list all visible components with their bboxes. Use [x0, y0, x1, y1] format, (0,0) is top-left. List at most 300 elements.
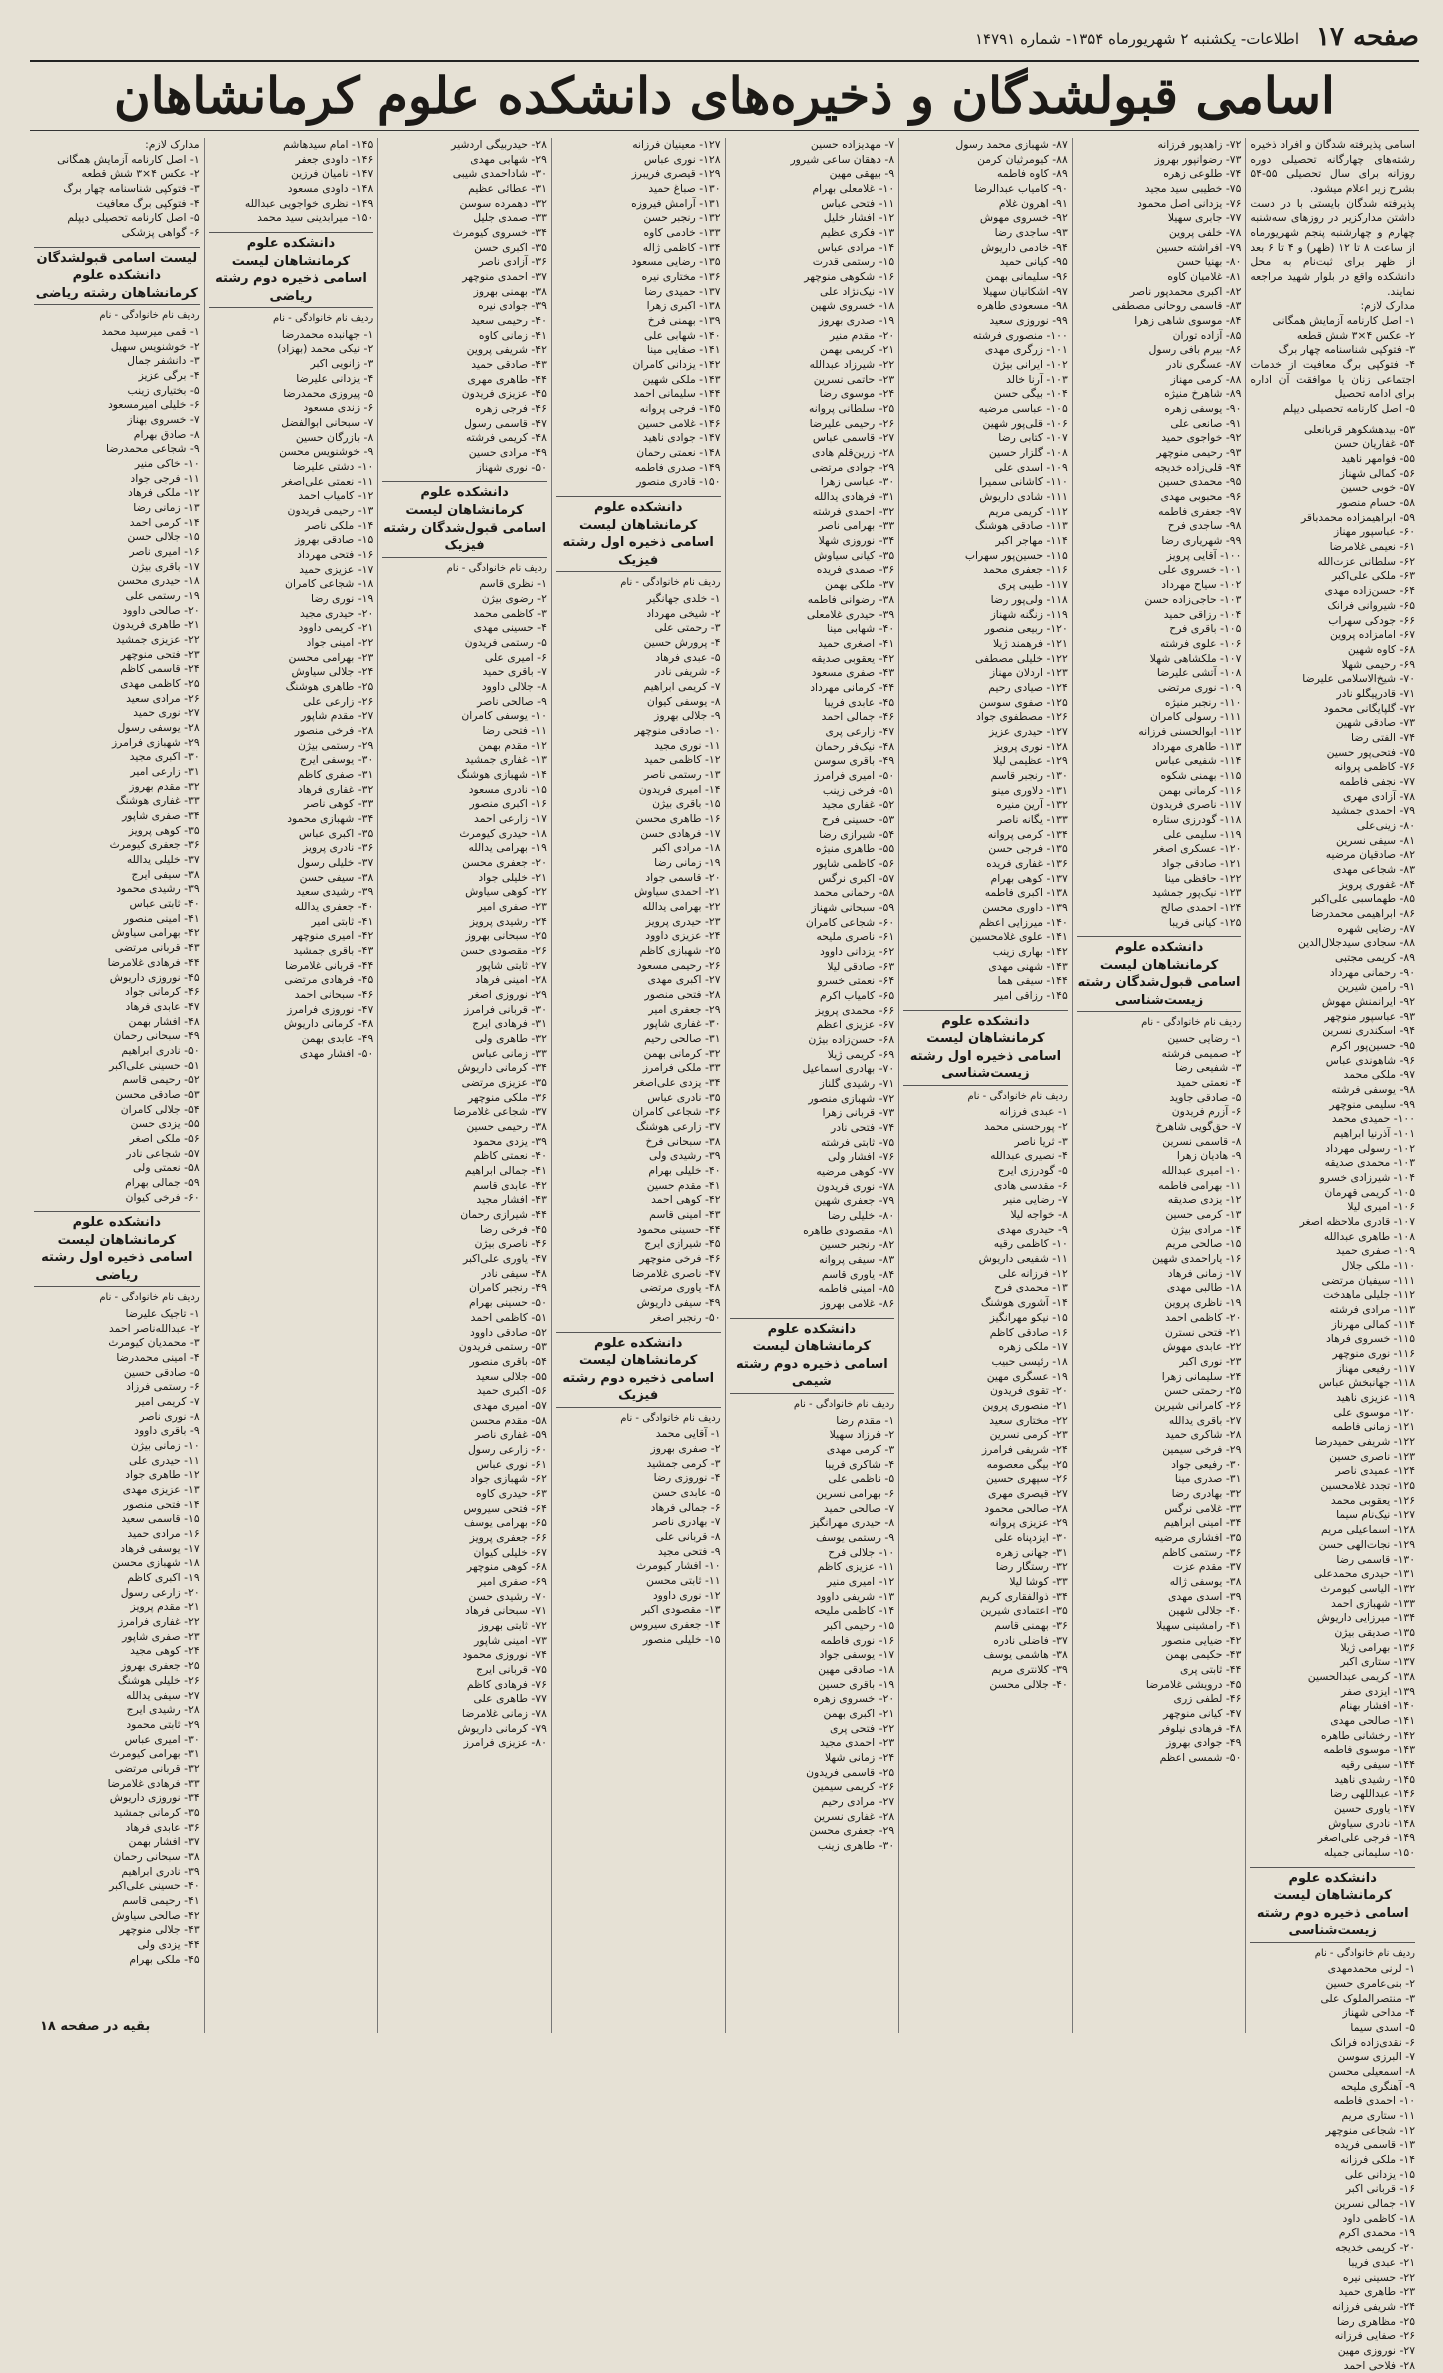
- list-item: ۲۱- منصوری پروین: [982, 1398, 1068, 1412]
- list-item: ۹۴- قلی‌زاده خدیجه: [1154, 460, 1242, 474]
- list-item: ۵۳- رستمی فریدون: [458, 1340, 547, 1354]
- list-item: ۴۴- قربانی غلامرضا: [285, 958, 374, 972]
- list-item: ۴۹- سیفی داریوش: [636, 1296, 721, 1310]
- list-item: ۷- صالحی حمید: [823, 1501, 895, 1515]
- list-item: ۱۴۵- رزاقی امیر: [993, 988, 1068, 1002]
- list-item: ۲۲- مختاری سعید: [989, 1413, 1068, 1427]
- list-item: ۱۰۴- شیرزادی خسرو: [1319, 1171, 1415, 1185]
- list-item: ۸۵- طهماسبی علی‌اکبر: [1311, 892, 1415, 906]
- list-item: ۹۰- کامیاب عبدالرضا: [974, 182, 1068, 196]
- list-item: ۱۳- غفاری جمشید: [464, 753, 547, 767]
- list-item: ۲۲- امینی جواد: [306, 635, 374, 649]
- list-item: ۸- اسمعیلی محسن: [1328, 2065, 1415, 2079]
- list-item: ۱۶- یاراحمدی شهین: [1151, 1252, 1242, 1266]
- list-item: ۹۹- نوروزی سعید: [989, 314, 1068, 328]
- list-item: ۲۰- کاظمی احمد: [1165, 1310, 1242, 1324]
- list-item: ۱۳- کرمی حسین: [1165, 1208, 1242, 1222]
- list-item: ۶۳- صادقی لیلا: [827, 959, 895, 973]
- list-item: ۱۸- کاظمی داود: [1342, 2211, 1415, 2225]
- list-item: ۱۰۱- آذرنیا ابراهیم: [1333, 1127, 1415, 1141]
- list-item: ۱۴۴- سیفی رقیه: [1340, 1757, 1415, 1771]
- list-item: ۱۴۰- میرزایی اعظم: [978, 915, 1068, 929]
- list-item: ۴۰- حسینی علی‌اکبر: [109, 1879, 200, 1893]
- list-item: ۴۲- شریفی پروین: [466, 343, 547, 357]
- list-item: ۴- نوروزی رضا: [653, 1471, 721, 1485]
- list-item: ۱۰۳- آرنا خالد: [1006, 372, 1068, 386]
- continuation-note: بقیه در صفحه ۱۸: [40, 2019, 151, 2034]
- list-item: ۶- مقدسی هادی: [993, 1178, 1068, 1192]
- list-item: ۱۳- رحیمی فریدون: [287, 503, 374, 517]
- list-item: ۱۵- یزدانی علی: [1344, 2167, 1415, 2181]
- list-item: ۱۴۸- نعمتی رحمان: [636, 446, 721, 460]
- list-item: ۲۰- کریمی خدیجه: [1335, 2241, 1415, 2255]
- list-item: ۲۸- فلاحی احمد: [1343, 2358, 1415, 2372]
- page-number: صفحه ۱۷: [1316, 22, 1419, 52]
- list-item: ۷۴- الفتی رضا: [1350, 730, 1415, 744]
- list-item: ۲۳- فتحی منوچهر: [120, 647, 200, 661]
- list-item: ۱۲۹- قیصری فریبرز: [631, 167, 721, 181]
- list-item: ۲۲- کوهی سیاوش: [465, 885, 547, 899]
- list-item: ۳- ثریا ناصر: [1014, 1134, 1068, 1148]
- list-item: ۱۱۳- طاهری مهرداد: [1151, 739, 1242, 753]
- list-item: ۱۰۳- حاجی‌زاده حسن: [1144, 592, 1242, 606]
- list-item: ۱۴۱- صفایی مینا: [646, 343, 721, 357]
- list-item: ۳۰- رفیعی جواد: [1171, 1457, 1242, 1471]
- list-item: ۱۲۴- صیادی رحیم: [988, 680, 1068, 694]
- list-item: ۳۷- فاضلی نادره: [993, 1633, 1068, 1647]
- list-item: ۲۶- زارعی علی: [302, 694, 374, 708]
- list-item: ۵۸- نعمتی ولی: [133, 1161, 200, 1175]
- list-item: ۲۴- عزیزی داوود: [645, 929, 721, 943]
- list-item: ۱۲۲- خلیلی مصطفی: [975, 651, 1068, 665]
- list-item: ۵۸- حسام منصور: [1337, 496, 1415, 510]
- list-item: ۷- کریمی امیر: [135, 1395, 200, 1409]
- list-item: ۱۲۱- زمانی فاطمه: [1331, 1420, 1415, 1434]
- list-item: ۷۱- سبحانی فرهاد: [465, 1604, 547, 1618]
- list-item: ۱۸- رئیسی حبیب: [991, 1354, 1068, 1368]
- list-item: ۱۱۸- جهانبخش عباس: [1318, 1376, 1415, 1390]
- list-item: ۱۰۰- حمیدی محمد: [1331, 1112, 1415, 1126]
- list-item: ۳۵- کیانی سیاوش: [814, 548, 895, 562]
- list-item: ۵۴- باقری منصور: [469, 1354, 547, 1368]
- masthead: [30, 20, 1419, 62]
- list-item: ۹۶- سلیمانی بهمن: [985, 270, 1068, 284]
- list-item: ۲۹- جعفری محسن: [809, 1824, 895, 1838]
- list-item: ۳۵- کوهی پرویز: [128, 823, 200, 837]
- list-item: ۳- رحمتی علی: [654, 621, 721, 635]
- list-item: ۲- شیخی مهرداد: [646, 606, 721, 620]
- list-item: ۱۱۱- شادی داریوش: [979, 490, 1068, 504]
- list-item: ۱۲- مقدم بهمن: [478, 738, 547, 752]
- list-item: ۶- خلیلی امیرمسعود: [107, 398, 200, 412]
- list-item: ۸- قربانی علی: [655, 1529, 721, 1543]
- list-item: ۶۹- رحیمی شهلا: [1341, 657, 1415, 671]
- intro-paragraph: ۲- عکس ۴×۳ شش قطعه: [1296, 328, 1415, 342]
- list-item: ۸- بازرگان حسین: [295, 430, 374, 444]
- list-item: ۶۳- ملکی علی‌اکبر: [1331, 569, 1415, 583]
- list-item: ۱۰۷- ملکشاهی شهلا: [1149, 651, 1242, 665]
- list-item: ۲۶- مرادی سعید: [126, 691, 200, 705]
- column-8: [30, 138, 204, 2033]
- list-item: ۷۶- یزدانی اصل محمود: [1137, 196, 1242, 210]
- list-item: ۴۹- جوادی بهروز: [1166, 1736, 1242, 1750]
- list-item: ۵۴- شیرازی رضا: [819, 827, 895, 841]
- list-item: ۶۶- جعفری پرویز: [469, 1530, 547, 1544]
- list-item: ۲۵- سبحانی بهروز: [465, 929, 547, 943]
- intro-paragraph: پذیرفته شدگان بایستی با در دست داشتن مدارکزیر در روزهای سه‌شنبه چهارم و چهارشنبه پنجم شهریورماه از ساعت ۸ تا ۱۲ (ظهر) و ۴ تا ۶ بعد از ظهر برای ثبت‌نام به محل دانشکده واقع در بلوار شهید مراجعه نمایند.: [1250, 196, 1415, 298]
- list-item: ۱۳۲- رنجبر حسن: [643, 211, 721, 225]
- list-item: ۳۴- یزدی علی‌اصغر: [633, 1076, 721, 1090]
- list-item: ۴۴- طاهری مهری: [467, 372, 547, 386]
- list-item: ۴۶- ناصری بیژن: [474, 1237, 547, 1251]
- list-item: ۱۰- یوسفی کامران: [461, 709, 547, 723]
- list-item: ۷۴- فتحی نادر: [831, 1121, 895, 1135]
- list-item: ۱۸- صادقی مهین: [818, 1662, 895, 1676]
- list-item: ۴۷- ناصری غلامرضا: [631, 1266, 721, 1280]
- list-item: ۳۵- افشاری مرضیه: [1154, 1530, 1242, 1544]
- list-item: ۵۵- طاهری منیژه: [815, 842, 895, 856]
- list-item: ۱۱۲- ابوالحسنی فرزانه: [1138, 724, 1242, 738]
- list-header: ردیف نام خانوادگی - نام: [446, 562, 547, 574]
- list-item: ۹۷- اشکانیان سهیلا: [982, 284, 1068, 298]
- list-item: ۷۵- فتحی‌پور حسین: [1326, 745, 1415, 759]
- list-item: ۱۱- نعمتی علی‌اصغر: [281, 474, 374, 488]
- list-header: ردیف نام خانوادگی - نام: [99, 310, 200, 322]
- list-item: ۲۲- فتحی پری: [829, 1721, 895, 1735]
- list-item: ۱۳۱- دلاوری مینو: [991, 783, 1068, 797]
- list-item: ۱۳۱- حیدری محمدعلی: [1313, 1567, 1415, 1581]
- list-item: ۱۱- عزیزی کاظم: [817, 1560, 895, 1574]
- list-item: ۲۷- نوروزی مهین: [1337, 2343, 1415, 2357]
- list-item: ۲- نیکی محمد (بهزاد): [277, 342, 374, 356]
- list-item: ۳۰- قربانی فرامرز: [464, 1002, 547, 1016]
- list-item: ۱۰۰- منصوری فرشته: [972, 328, 1068, 342]
- list-item: ۱۰۴- رزاقی حمید: [1163, 607, 1242, 621]
- list-item: ۲۴- سلیمانی زهرا: [1161, 1369, 1242, 1383]
- list-item: ۶۳- حیدری کاوه: [475, 1486, 547, 1500]
- intro-paragraph: ۳- فتوکپی شناسنامه چهار برگ: [1278, 343, 1415, 357]
- list-item: ۴۸- نیک‌فر رحمان: [815, 739, 895, 753]
- list-item: ۱۳۵- فرجی حسن: [988, 842, 1068, 856]
- list-item: ۷۱- رشیدی گلناز: [819, 1077, 895, 1090]
- list-item: ۱- تاجیک علیرضا: [125, 1307, 200, 1321]
- list-item: ۲۸- شاکری حمید: [1165, 1428, 1242, 1442]
- list-item: ۳۴- نوروزی داریوش: [109, 1791, 200, 1805]
- list-item: ۲- صفری بهروز: [650, 1441, 721, 1455]
- list-item: ۲۹- شهبازی فرامرز: [111, 735, 200, 749]
- list-item: ۸۰- زینی‌علی: [1356, 818, 1415, 832]
- list-item: ۱۴۵- رشیدی ناهید: [1334, 1772, 1415, 1786]
- list-item: ۲۹- رستمی بیژن: [297, 738, 374, 752]
- list-item: ۱۳۹- ایزدی صفر: [1341, 1684, 1415, 1698]
- list-item: ۱۱۷- ناصری فریدون: [1150, 798, 1242, 812]
- list-item: مدارک لازم:: [145, 138, 200, 151]
- list-item: ۳۳- غلامی نرگس: [1164, 1501, 1242, 1515]
- list-item: ۱۳۳- شهبازی احمد: [1331, 1596, 1415, 1610]
- intro-paragraph: اسامی پذیرفته شدگان و افراد ذخیره رشته‌های چهارگانه تحصیلی دوره روزانه برای سال تحصیلی ۵۵-۵۴ بشرح زیر اعلام میشود.: [1250, 138, 1415, 196]
- list-item: ۱۱۷- رفیعی مهناز: [1336, 1361, 1415, 1375]
- list-header: ردیف نام خانوادگی - نام: [1141, 1017, 1242, 1029]
- list-item: ۱۲۸- نوری پرویز: [994, 739, 1068, 753]
- list-item: ۱۱۰- ملکی جلال: [1341, 1259, 1415, 1273]
- list-item: ۱۰۸- گلزار حسین: [988, 446, 1068, 460]
- list-item: ۴۳- قربانی مرتضی: [114, 941, 200, 955]
- list-item: ۴- برگی عزیز: [138, 368, 200, 382]
- list-item: ۴۳- صادقی حمید: [471, 358, 547, 372]
- list-item: ۸۲- اکبری محمدپور ناصر: [1129, 284, 1242, 298]
- list-item: ۴۳- امینی قاسم: [649, 1208, 721, 1222]
- list-item: ۳۸- یوسفی ژاله: [1169, 1574, 1242, 1588]
- list-item: ۳۹- یزدی محمود: [472, 1134, 547, 1148]
- list-item: ۲۰- جعفری محسن: [462, 856, 547, 869]
- list-item: ۴۰- جلالی شهین: [1168, 1604, 1242, 1618]
- list-item: ۶- زندی مسعود: [303, 401, 374, 415]
- list-item: ۱۰- دشتی علیرضا: [293, 459, 374, 473]
- list-item: ۸۲- صادقیان مرضیه: [1325, 848, 1415, 862]
- list-item: ۱۲- ملکی فرهاد: [128, 486, 200, 500]
- list-item: ۳۰- طاهری زینب: [817, 1839, 895, 1853]
- list-item: ۳۸- رحیمی حسین: [466, 1120, 547, 1134]
- list-item: ۹۷- جعفری فاطمه: [1158, 504, 1242, 518]
- list-item: ۴۳- باقری جمشید: [293, 944, 374, 958]
- list-item: ۶۶- جودکی سهراب: [1328, 613, 1415, 627]
- list-item: ۶۷- خلیلی کیوان: [473, 1545, 547, 1559]
- list-item: ۱- عبدی فرزانه: [999, 1105, 1068, 1119]
- list-item: ۶۴- نعمتی خسرو: [817, 974, 895, 988]
- list-item: ۱۱- بهرامی فاطمه: [1158, 1178, 1242, 1192]
- list-item: ۲- پورحسنی محمد: [984, 1120, 1068, 1134]
- list-item: ۱۱۹- سلیمی علی: [1163, 827, 1242, 841]
- list-item: ۲۳- احمدی مجید: [820, 1736, 895, 1750]
- list-item: ۱۴۳- موسوی فاطمه: [1323, 1743, 1415, 1757]
- list-item: ۵۰- افشار مهدی: [299, 1046, 374, 1060]
- list-item: ۳۲- کرمانی بهمن: [643, 1046, 721, 1060]
- list-item: ۱۰- امیری عبدالله: [1161, 1164, 1242, 1178]
- list-item: ۵۷- شجاعی نادر: [126, 1146, 200, 1160]
- list-item: ۳۲- غفاری فرهاد: [297, 782, 374, 796]
- list-item: ۱۳۰- صباغ حمید: [648, 182, 721, 196]
- list-item: ۲۷- قاسمی عباس: [812, 431, 895, 445]
- list-header: ردیف نام خانوادگی - نام: [793, 1398, 895, 1410]
- list-item: ۱۱- فرجی جواد: [130, 471, 200, 485]
- list-item: ۱۰- جلالی فرح: [828, 1545, 895, 1559]
- list-item: ۱۴۶- غلامی حسین: [637, 416, 721, 430]
- list-item: ۲۸- رشیدی ایرج: [126, 1703, 200, 1717]
- list-item: ۷- رضایی منیر: [1003, 1193, 1068, 1207]
- list-item: ۵- صادقی جاوید: [1169, 1090, 1242, 1104]
- list-item: ۲۶- کامرانی شیرین: [1154, 1398, 1242, 1412]
- list-item: ۹- حیدری مهدی: [997, 1222, 1068, 1236]
- list-item: ۱۵- صالحی مریم: [1165, 1237, 1242, 1251]
- list-item: ۶- شریفی نادر: [655, 665, 721, 679]
- list-item: ۶۴- حسن‌زاده مهدی: [1324, 584, 1415, 598]
- list-item: ۳۲- دهمرده سوسن: [459, 196, 547, 210]
- list-item: ۱۲- فرزانه علی: [998, 1266, 1068, 1280]
- list-item: ۲۱- احمدی سیاوش: [634, 885, 721, 899]
- list-item: ۷۳- قربانی زهرا: [822, 1106, 895, 1120]
- list-item: ۶۸- حسن‌زاده بیژن: [808, 1032, 895, 1046]
- list-item: ۴۸- کرمانی داریوش: [283, 1017, 374, 1031]
- list-item: ۱۵- رحیمی اکبر: [824, 1618, 895, 1632]
- list-item: ۱۰۶- علوی فرشته: [1159, 636, 1242, 650]
- list-item: ۲۹- فرخی سیمین: [1162, 1442, 1242, 1456]
- list-item: ۲۶- سپهری حسین: [985, 1472, 1068, 1486]
- list-item: ۱۸- حیدری کیومرث: [459, 826, 547, 840]
- list-item: ۱۴۶- داودی جعفر: [295, 152, 374, 166]
- list-item: ۴- مداحی شهناز: [1342, 2006, 1415, 2020]
- list-item: ۴۱- رامشینی سهیلا: [1156, 1618, 1242, 1632]
- list-item: ۹۲- خسروی مهوش: [979, 211, 1068, 225]
- list-item: ۱۰۵- عباسی مرضیه: [978, 402, 1068, 416]
- list-item: ۱۱۶- کرمانی بهمن: [1158, 783, 1242, 797]
- list-item: ۸۸- کرمی مهناز: [1170, 372, 1242, 386]
- list-item: ۱۹- ناظری پروین: [1164, 1296, 1242, 1310]
- list-item: ۹- خوشنویس محسن: [279, 445, 374, 459]
- list-item: ۱- اصل کارنامه آزمایش همگانی: [57, 152, 200, 166]
- list-item: ۲۳- بهرامی محسن: [288, 650, 374, 664]
- list-item: ۴۱- اصغری حمید: [818, 636, 895, 650]
- list-item: ۱۵۰- قادری منصور: [636, 475, 721, 489]
- list-item: ۱۱۱- سیفیان مرتضی: [1321, 1273, 1415, 1287]
- list-item: ۴۳- افشار مجید: [476, 1193, 547, 1207]
- list-item: ۵۹- سبحانی شهناز: [811, 900, 895, 914]
- list-item: ۲۳- طاهری حمید: [1338, 2285, 1415, 2299]
- list-item: ۱۳- عزیزی مهدی: [122, 1483, 200, 1497]
- list-item: ۱۴۸- داودی مسعود: [287, 182, 374, 196]
- list-item: ۲- بنی‌عامری حسین: [1325, 1977, 1415, 1991]
- list-item: ۷۳- امینی شاپور: [474, 1633, 547, 1647]
- list-item: ۱۳۲- آرین منیره: [996, 798, 1068, 812]
- list-item: ۵۴- جلالی کامران: [120, 1102, 200, 1116]
- list-item: ۴۵- ملکی بهرام: [129, 1952, 200, 1966]
- list-item: ۱۴۷- جوادی ناهید: [642, 431, 721, 445]
- list-item: ۴۵- درویشی غلامرضا: [1145, 1677, 1242, 1691]
- list-item: ۳۴- خسروی کیومرث: [452, 226, 547, 240]
- list-item: ۸- صادق بهرام: [133, 427, 200, 441]
- list-item: ۱۹- صدری بهروز: [818, 314, 895, 328]
- list-item: ۱۱۴- مهاجر اکبر: [995, 534, 1068, 548]
- list-item: ۷۷- نجفی فاطمه: [1339, 774, 1415, 788]
- list-item: ۸۲- رنجبر حسین: [819, 1238, 895, 1252]
- list-item: ۱۳۸- اکبری فاطمه: [984, 886, 1068, 900]
- list-item: ۵- بختیاری زینب: [127, 383, 200, 397]
- list-item: ۲- صمیمی فرشته: [1161, 1046, 1242, 1060]
- list-item: ۱۶- قربانی اکبر: [1345, 2182, 1415, 2196]
- list-item: ۶۰- عباسپور مهناز: [1334, 525, 1415, 539]
- list-item: ۱۳۳- خادمی کاوه: [643, 226, 721, 240]
- list-item: ۱۴- آشوری هوشنگ: [980, 1296, 1068, 1310]
- list-header: ردیف نام خانوادگی - نام: [620, 577, 721, 589]
- list-item: ۲۱- خلیلی جواد: [478, 870, 547, 884]
- list-item: ۱۴- جعفری سیروس: [629, 1618, 721, 1632]
- list-item: ۸- قاسمی نسرین: [1162, 1134, 1242, 1148]
- list-item: ۱۴۹- صدری فاطمه: [634, 460, 721, 474]
- list-item: ۱۰۲- رسولی مهرداد: [1325, 1141, 1415, 1155]
- list-item: ۴۷- زارعی پری: [825, 724, 895, 738]
- list-item: ۳۳- ملکی فرامرز: [642, 1061, 721, 1075]
- list-item: ۱۰۶- قلی‌پور شهین: [982, 416, 1068, 430]
- list-item: ۶۲- یزدانی داوود: [819, 944, 895, 958]
- list-item: ۸۳- قاسمی روحانی مصطفی: [1111, 299, 1242, 313]
- list-item: ۷۷- کوهی مرضیه: [816, 1165, 895, 1179]
- list-item: ۵۴- غفاریان حسن: [1334, 437, 1415, 451]
- list-item: ۳۵- نادری عباس: [647, 1090, 721, 1104]
- list-item: ۱۲- کاظمی حمید: [644, 753, 721, 767]
- list-item: ۳۸- سبحانی رحمان: [113, 1849, 200, 1863]
- list-item: ۱۴۶- عبداللهی رضا: [1329, 1787, 1415, 1801]
- list-item: ۱۴۲- رخشانی طاهره: [1320, 1728, 1415, 1742]
- list-item: ۳۷- مقدم عزت: [1172, 1560, 1242, 1574]
- list-item: ۷۳- رضوانپور بهروز: [1154, 152, 1242, 166]
- list-item: ۱۴۹- نظری خواجویی عبدالله: [244, 196, 374, 210]
- list-item: ۷۶- فرهادی کاظم: [466, 1677, 547, 1691]
- list-item: ۱۳۸- اکبری زهرا: [646, 299, 721, 313]
- list-item: ۸۱- غلامیان کاوه: [1167, 270, 1242, 284]
- list-item: ۲۱- طاهری فریدون: [112, 618, 200, 632]
- list-item: ۳۱- جهانی زهره: [995, 1545, 1068, 1559]
- list-item: ۴۷- کیانی منوچهر: [1163, 1706, 1242, 1720]
- list-item: ۷۵- قربانی ایرج: [476, 1662, 547, 1676]
- list-item: ۱۲۲- شریفی حمیدرضا: [1314, 1435, 1415, 1449]
- list-item: ۱۴۵- امام سیدهاشم: [283, 138, 374, 151]
- list-item: ۲۷- اکبری مهدی: [647, 973, 721, 987]
- list-item: ۷۹- کرمانی داریوش: [457, 1721, 547, 1735]
- list-item: ۵- پیروزی محمدرضا: [283, 386, 374, 400]
- list-item: ۱۶- فتحی مهرداد: [297, 547, 374, 561]
- list-item: ۱۲۰- ربیعی منصور: [984, 622, 1068, 636]
- list-item: ۲۸- فتحی منصور: [644, 988, 721, 1002]
- section-title: دانشکده علوم کرمانشاهان لیست اسامی ذخیره دوم رشته فیزیک: [556, 1332, 721, 1408]
- list-item: ۸۰- عزیزی فرامرز: [463, 1736, 547, 1750]
- list-item: ۸۰- بهنیا حسن: [1176, 255, 1242, 269]
- list-item: ۳۹- نادری ابراهیم: [121, 1864, 200, 1878]
- list-item: ۴۹- عابدی بهمن: [301, 1032, 374, 1046]
- list-item: ۲۳- حاتمی نسرین: [813, 372, 895, 386]
- list-item: ۲۷- قیصری مهری: [988, 1486, 1068, 1500]
- list-item: ۲۷- مرادی رحیم: [821, 1795, 895, 1808]
- list-item: ۹- آهنگری ملیحه: [1340, 2079, 1415, 2093]
- list-item: ۱۵- نیکو مهرانگیز: [989, 1310, 1068, 1324]
- list-item: ۱۴- ملکی ناصر: [305, 518, 374, 532]
- list-item: ۶- گواهی پزشکی: [121, 226, 200, 240]
- list-item: ۲۵- شهبازی کاظم: [639, 944, 721, 958]
- list-item: ۳۴- نوروزی شهلا: [818, 534, 895, 548]
- list-item: ۱۲۱- فرهمند ژیلا: [992, 636, 1068, 650]
- list-item: ۹۱- صانعی علی: [1170, 416, 1242, 430]
- list-item: ۸- خواجه لیلا: [1010, 1208, 1068, 1222]
- list-item: ۴۴- شیرازی رحمان: [460, 1208, 547, 1222]
- list-item: ۱۳۶- غفاری فریده: [986, 856, 1068, 870]
- list-item: ۳۶- عابدی فرهاد: [125, 1820, 200, 1834]
- list-item: ۷- البرزی سوسن: [1337, 2050, 1415, 2064]
- list-item: ۴۹- سبحانی رحمان: [113, 1029, 200, 1043]
- list-item: ۶- امیری علی: [484, 650, 547, 664]
- list-item: ۱۴- ملکی فرزانه: [1340, 2153, 1415, 2167]
- list-item: ۱۷- ملکی زهره: [998, 1340, 1068, 1354]
- list-item: ۱۷- باقری بیژن: [131, 559, 200, 573]
- list-item: ۹- باقری داوود: [134, 1424, 200, 1438]
- list-item: ۳۷- احمدی منوچهر: [462, 270, 547, 284]
- list-item: ۳۹- کلانتری مریم: [991, 1662, 1068, 1676]
- list-item: ۱۷- نیک‌نژاد علی: [820, 284, 895, 298]
- list-item: ۲۶- رحیمی علیرضا: [809, 416, 895, 430]
- list-item: ۱۴۳- شهنی مهدی: [988, 959, 1068, 973]
- list-item: ۶۰- زارعی رسول: [467, 1442, 547, 1456]
- list-item: ۷۷- جابری سهیلا: [1167, 211, 1242, 225]
- list-item: ۸۵- امینی فاطمه: [818, 1282, 895, 1296]
- list-item: ۲۹- ثابتی محمود: [126, 1717, 200, 1731]
- list-item: ۱۳- فکری عظیم: [820, 226, 895, 240]
